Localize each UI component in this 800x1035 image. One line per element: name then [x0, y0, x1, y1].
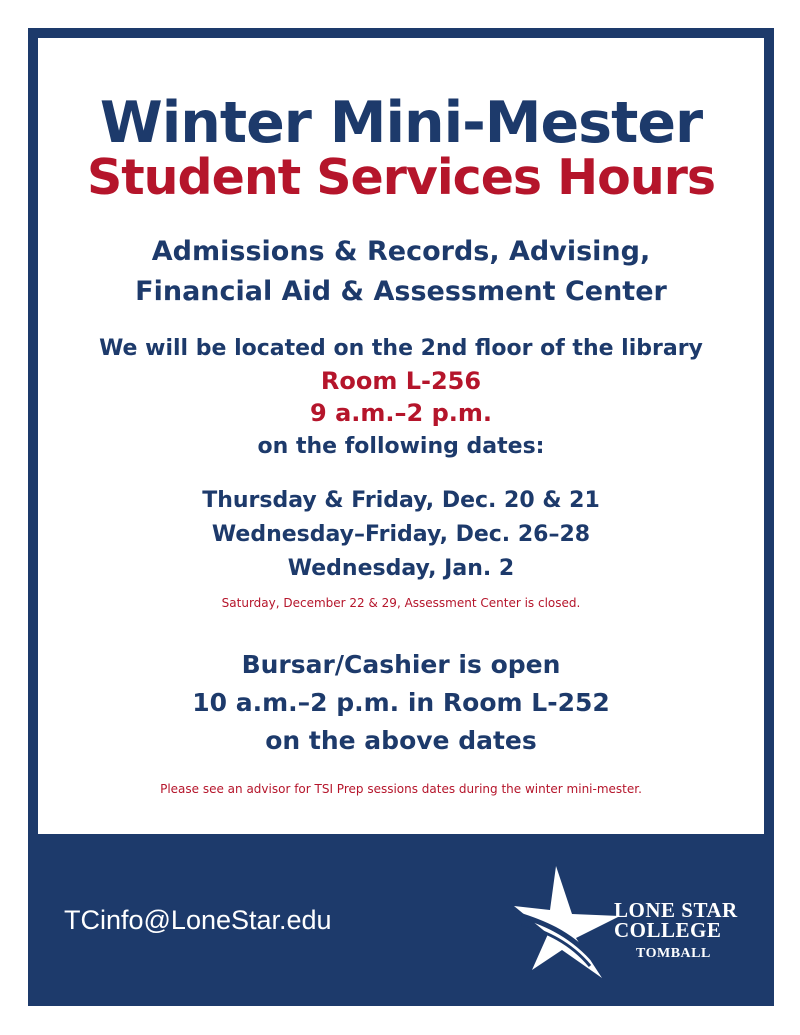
departments — [38, 232, 764, 312]
bursar-line: Bursar/Cashier is open — [241, 650, 561, 679]
college-logo — [512, 862, 752, 982]
room-number: Room L-256 — [320, 367, 482, 395]
logo-text — [614, 900, 738, 964]
dates-list — [38, 484, 764, 586]
department-line: Admissions & Records, Advising, — [151, 236, 651, 267]
date-item: Thursday & Friday, Dec. 20 & 21 — [202, 488, 600, 513]
title-line-1: Winter Mini-Mester — [99, 90, 703, 156]
closed-note: Saturday, December 22 & 29, Assessment Center is closed. — [221, 596, 581, 610]
logo-line-1: LONE STAR — [614, 898, 738, 922]
date-item: Wednesday, Jan. 2 — [287, 556, 515, 581]
department-line: Financial Aid & Assessment Center — [135, 276, 667, 307]
bursar-line: 10 a.m.–2 p.m. in Room L-252 — [192, 688, 610, 717]
contact-email[interactable]: TCinfo@LoneStar.edu — [64, 905, 332, 935]
logo-line-3: TOMBALL — [636, 946, 711, 961]
logo-line-2: COLLEGE — [614, 918, 722, 942]
bursar-line: on the above dates — [265, 726, 537, 755]
service-hours: 9 a.m.–2 p.m. — [310, 399, 492, 427]
following-dates-label: on the following dates: — [257, 434, 545, 459]
star-icon — [512, 862, 622, 980]
advisor-note: Please see an advisor for TSI Prep sessions dates during the winter mini-mester. — [160, 782, 642, 796]
bursar-info — [38, 646, 764, 760]
title-line-2: Student Services Hours — [86, 149, 716, 206]
location-text: We will be located on the 2nd floor of the library — [99, 336, 703, 361]
date-item: Wednesday–Friday, Dec. 26–28 — [211, 522, 591, 547]
poster-panel — [38, 38, 764, 834]
